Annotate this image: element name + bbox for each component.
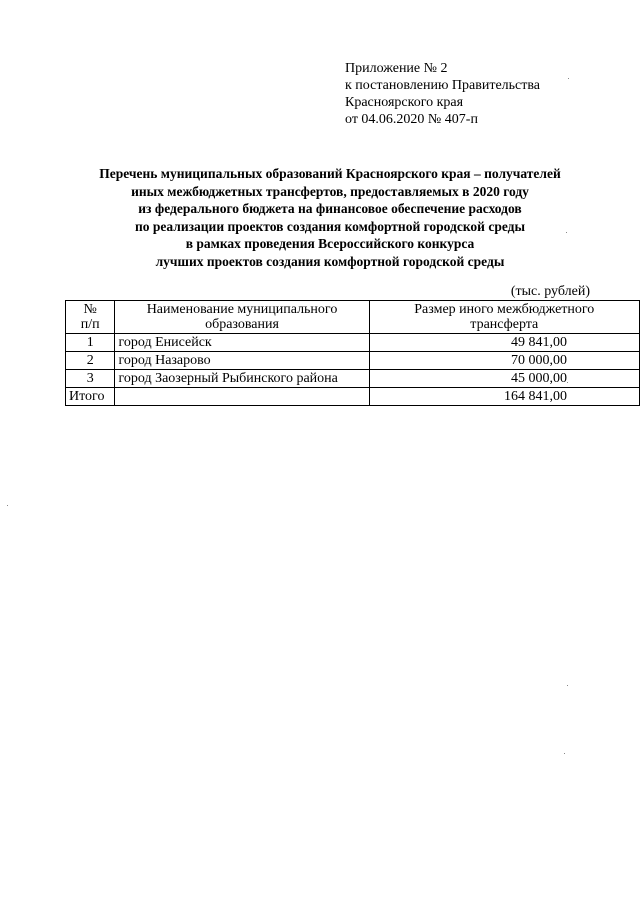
table-header-row [66, 301, 640, 334]
appendix-region: Красноярского края [345, 95, 464, 110]
table-row [66, 334, 640, 352]
header-amount-line2: трансферта [470, 317, 539, 332]
row-name: город Назарово [115, 352, 369, 370]
table-row [66, 352, 640, 370]
transfers-table [65, 300, 640, 406]
appendix-resolution-ref: к постановлению Правительства [345, 78, 541, 93]
units-label: (тыс. рублей) [510, 284, 590, 299]
appendix-number: Приложение № 2 [345, 61, 448, 76]
row-amount: 45 000,00 [369, 370, 639, 388]
row-amount: 70 000,00 [369, 352, 639, 370]
title-line: по реализации проектов создания комфортной городской среды [134, 218, 526, 234]
total-label: Итого [66, 388, 115, 406]
scan-speck [566, 232, 567, 233]
title-line: иных межбюджетных трансфертов, предоставляемых в 2020 году [131, 183, 529, 199]
title-line: в рамках проведения Всероссийского конкурса [185, 236, 475, 251]
row-num: 1 [66, 334, 115, 352]
table-row [66, 370, 640, 388]
header-num-line2: п/п [80, 317, 100, 332]
title-line: из федерального бюджета на финансовое обеспечение расходов [138, 201, 522, 216]
table-total-row [66, 388, 640, 406]
scan-speck [7, 505, 8, 506]
title-line: Перечень муниципальных образований Красноярского края – получателей [99, 166, 561, 181]
row-num: 3 [66, 370, 115, 388]
header-num-line1: № [83, 302, 97, 317]
title-line: лучших проектов создания комфортной городской среды [155, 253, 505, 269]
scan-speck [567, 382, 568, 383]
row-name: город Енисейск [115, 334, 369, 352]
scan-speck [568, 78, 569, 79]
header-name-line1: Наименование муниципального [146, 302, 338, 317]
total-name [115, 388, 369, 406]
header-amount [369, 301, 639, 334]
header-amount-line1: Размер иного межбюджетного [414, 302, 595, 317]
total-amount: 164 841,00 [369, 388, 639, 406]
document-title [40, 165, 620, 270]
appendix-block [345, 60, 540, 128]
scan-speck [567, 685, 568, 686]
scan-speck [564, 753, 565, 754]
row-name: город Заозерный Рыбинского района [115, 370, 369, 388]
appendix-date: от 04.06.2020 № 407-п [345, 112, 478, 127]
row-num: 2 [66, 352, 115, 370]
row-amount: 49 841,00 [369, 334, 639, 352]
header-num [66, 301, 115, 334]
header-name-line2: образования [205, 317, 279, 332]
header-name [115, 301, 369, 334]
